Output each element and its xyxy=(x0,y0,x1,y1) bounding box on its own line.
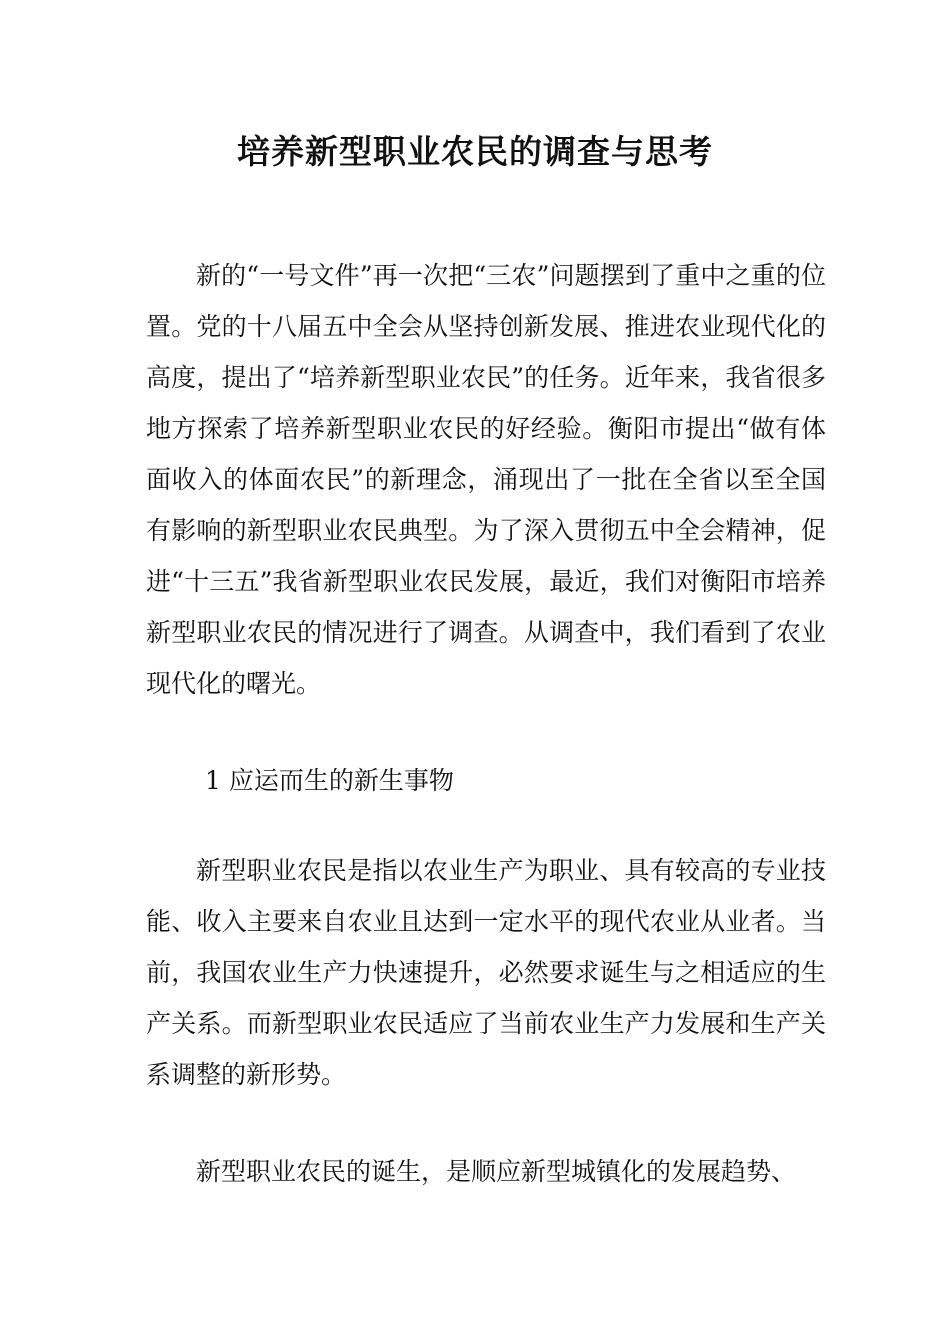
paragraph-intro: 新的“一号文件”再一次把“三农”问题摆到了重中之重的位置。党的十八届五中全会从坚持创新发展、推进农业现代化的高度，提出了“培养新型职业农民”的任务。近年来，我省很多地方探索了培养新型职业农民的好经验。衡阳市提出“做有体面收入的体面农民”的新理念，涌现出了一批在全省以至全国有影响的新型职业农民典型。为了深入贯彻五中全会精神，促进“十三五”我省新型职业农民发展，最近，我们对衡阳市培养新型职业农民的情况进行了调查。从调查中，我们看到了农业现代化的曙光。 xyxy=(146,261,826,698)
paragraph-continuation: 新型职业农民的诞生，是顺应新型城镇化的发展趋势、 xyxy=(196,1157,797,1186)
document-title: 培养新型职业农民的调查与思考 xyxy=(237,132,713,171)
paragraph-definition: 新型职业农民是指以农业生产为职业、具有较高的专业技能、收入主要来自农业且达到一定水平的现代农业从业者。当前，我国农业生产力快速提升，必然要求诞生与之相适应的生产关系。而新型职业农民适应了当前农业生产力发展和生产关系调整的新形势。 xyxy=(146,856,826,1089)
section-heading: 1 应运而生的新生事物 xyxy=(205,766,454,795)
